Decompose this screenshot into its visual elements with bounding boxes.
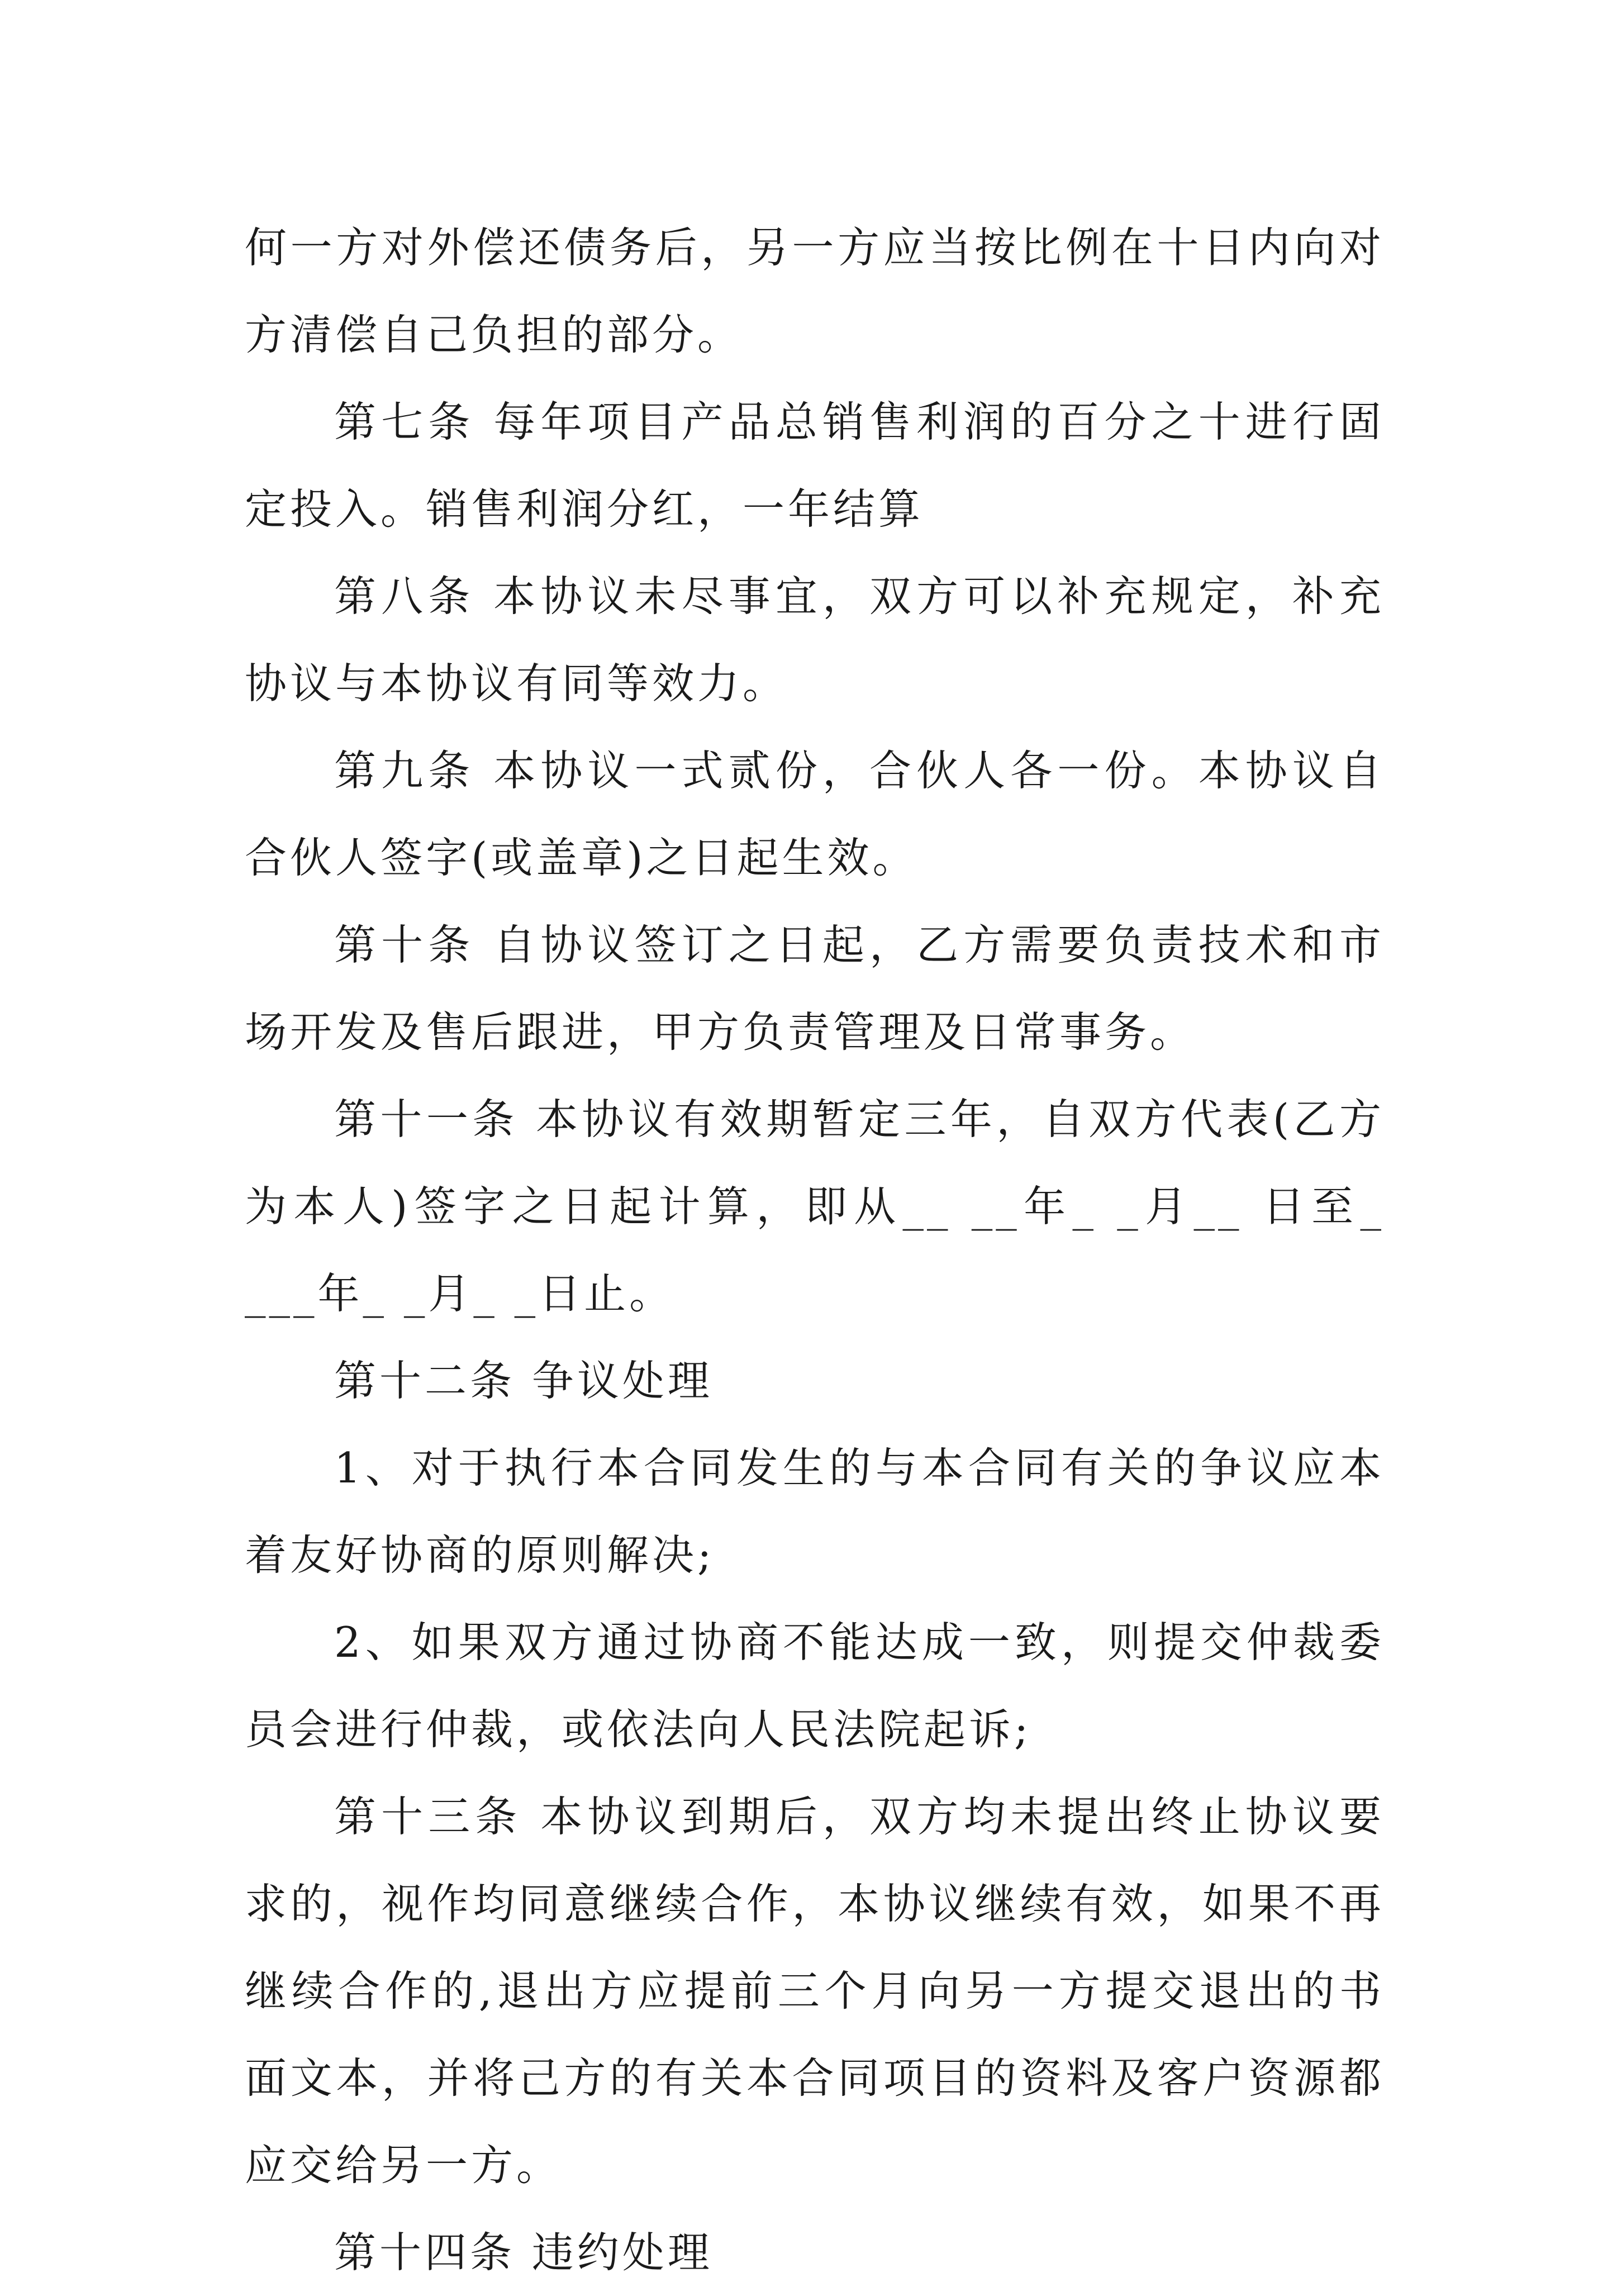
paragraph-article-12-heading: 第十二条 争议处理 [334,1356,713,1405]
paragraph-article-7: 第七条 每年项目产品总销售利润的百分之十进行固定投入。销售利润分红，一年结算 [245,397,1385,534]
paragraph-article-10: 第十条 自协议签订之日起，乙方需要负责技术和市场开发及售后跟进，甲方负责管理及日常事务。 [245,920,1385,1057]
paragraph-article-14-heading: 第十四条 违约处理 [334,2228,713,2277]
paragraph-debt-continuation: 何一方对外偿还债务后，另一方应当按比例在十日内向对方清偿自己负担的部分。 [245,223,1385,359]
paragraph-article-12-item-1: 1、对于执行本合同发生的与本合同有关的争议应本着友好协商的原则解决; [245,1443,1385,1580]
paragraph-article-11: 第十一条 本协议有效期暂定三年，自双方代表(乙方为本人)签字之日起计算，即从__ __年_ _月__ 日至_ ___年_ _月_ _日止。 [245,1095,1385,1318]
document-body [245,204,1385,2296]
paragraph-article-9: 第九条 本协议一式贰份，合伙人各一份。本协议自合伙人签字(或盖章)之日起生效。 [245,746,1385,882]
paragraph-article-12-item-2: 2、如果双方通过协商不能达成一致，则提交仲裁委员会进行仲裁，或依法向人民法院起诉; [245,1618,1385,1754]
paragraph-article-13: 第十三条 本协议到期后，双方均未提出终止协议要求的，视作均同意继续合作，本协议继续有效，如果不再继续合作的,退出方应提前三个月向另一方提交退出的书面文本，并将己方的有关本合同项目的资料及客户资源都应交给另一方。 [245,1792,1385,2190]
paragraph-article-8: 第八条 本协议未尽事宜，双方可以补充规定，补充协议与本协议有同等效力。 [245,572,1385,708]
